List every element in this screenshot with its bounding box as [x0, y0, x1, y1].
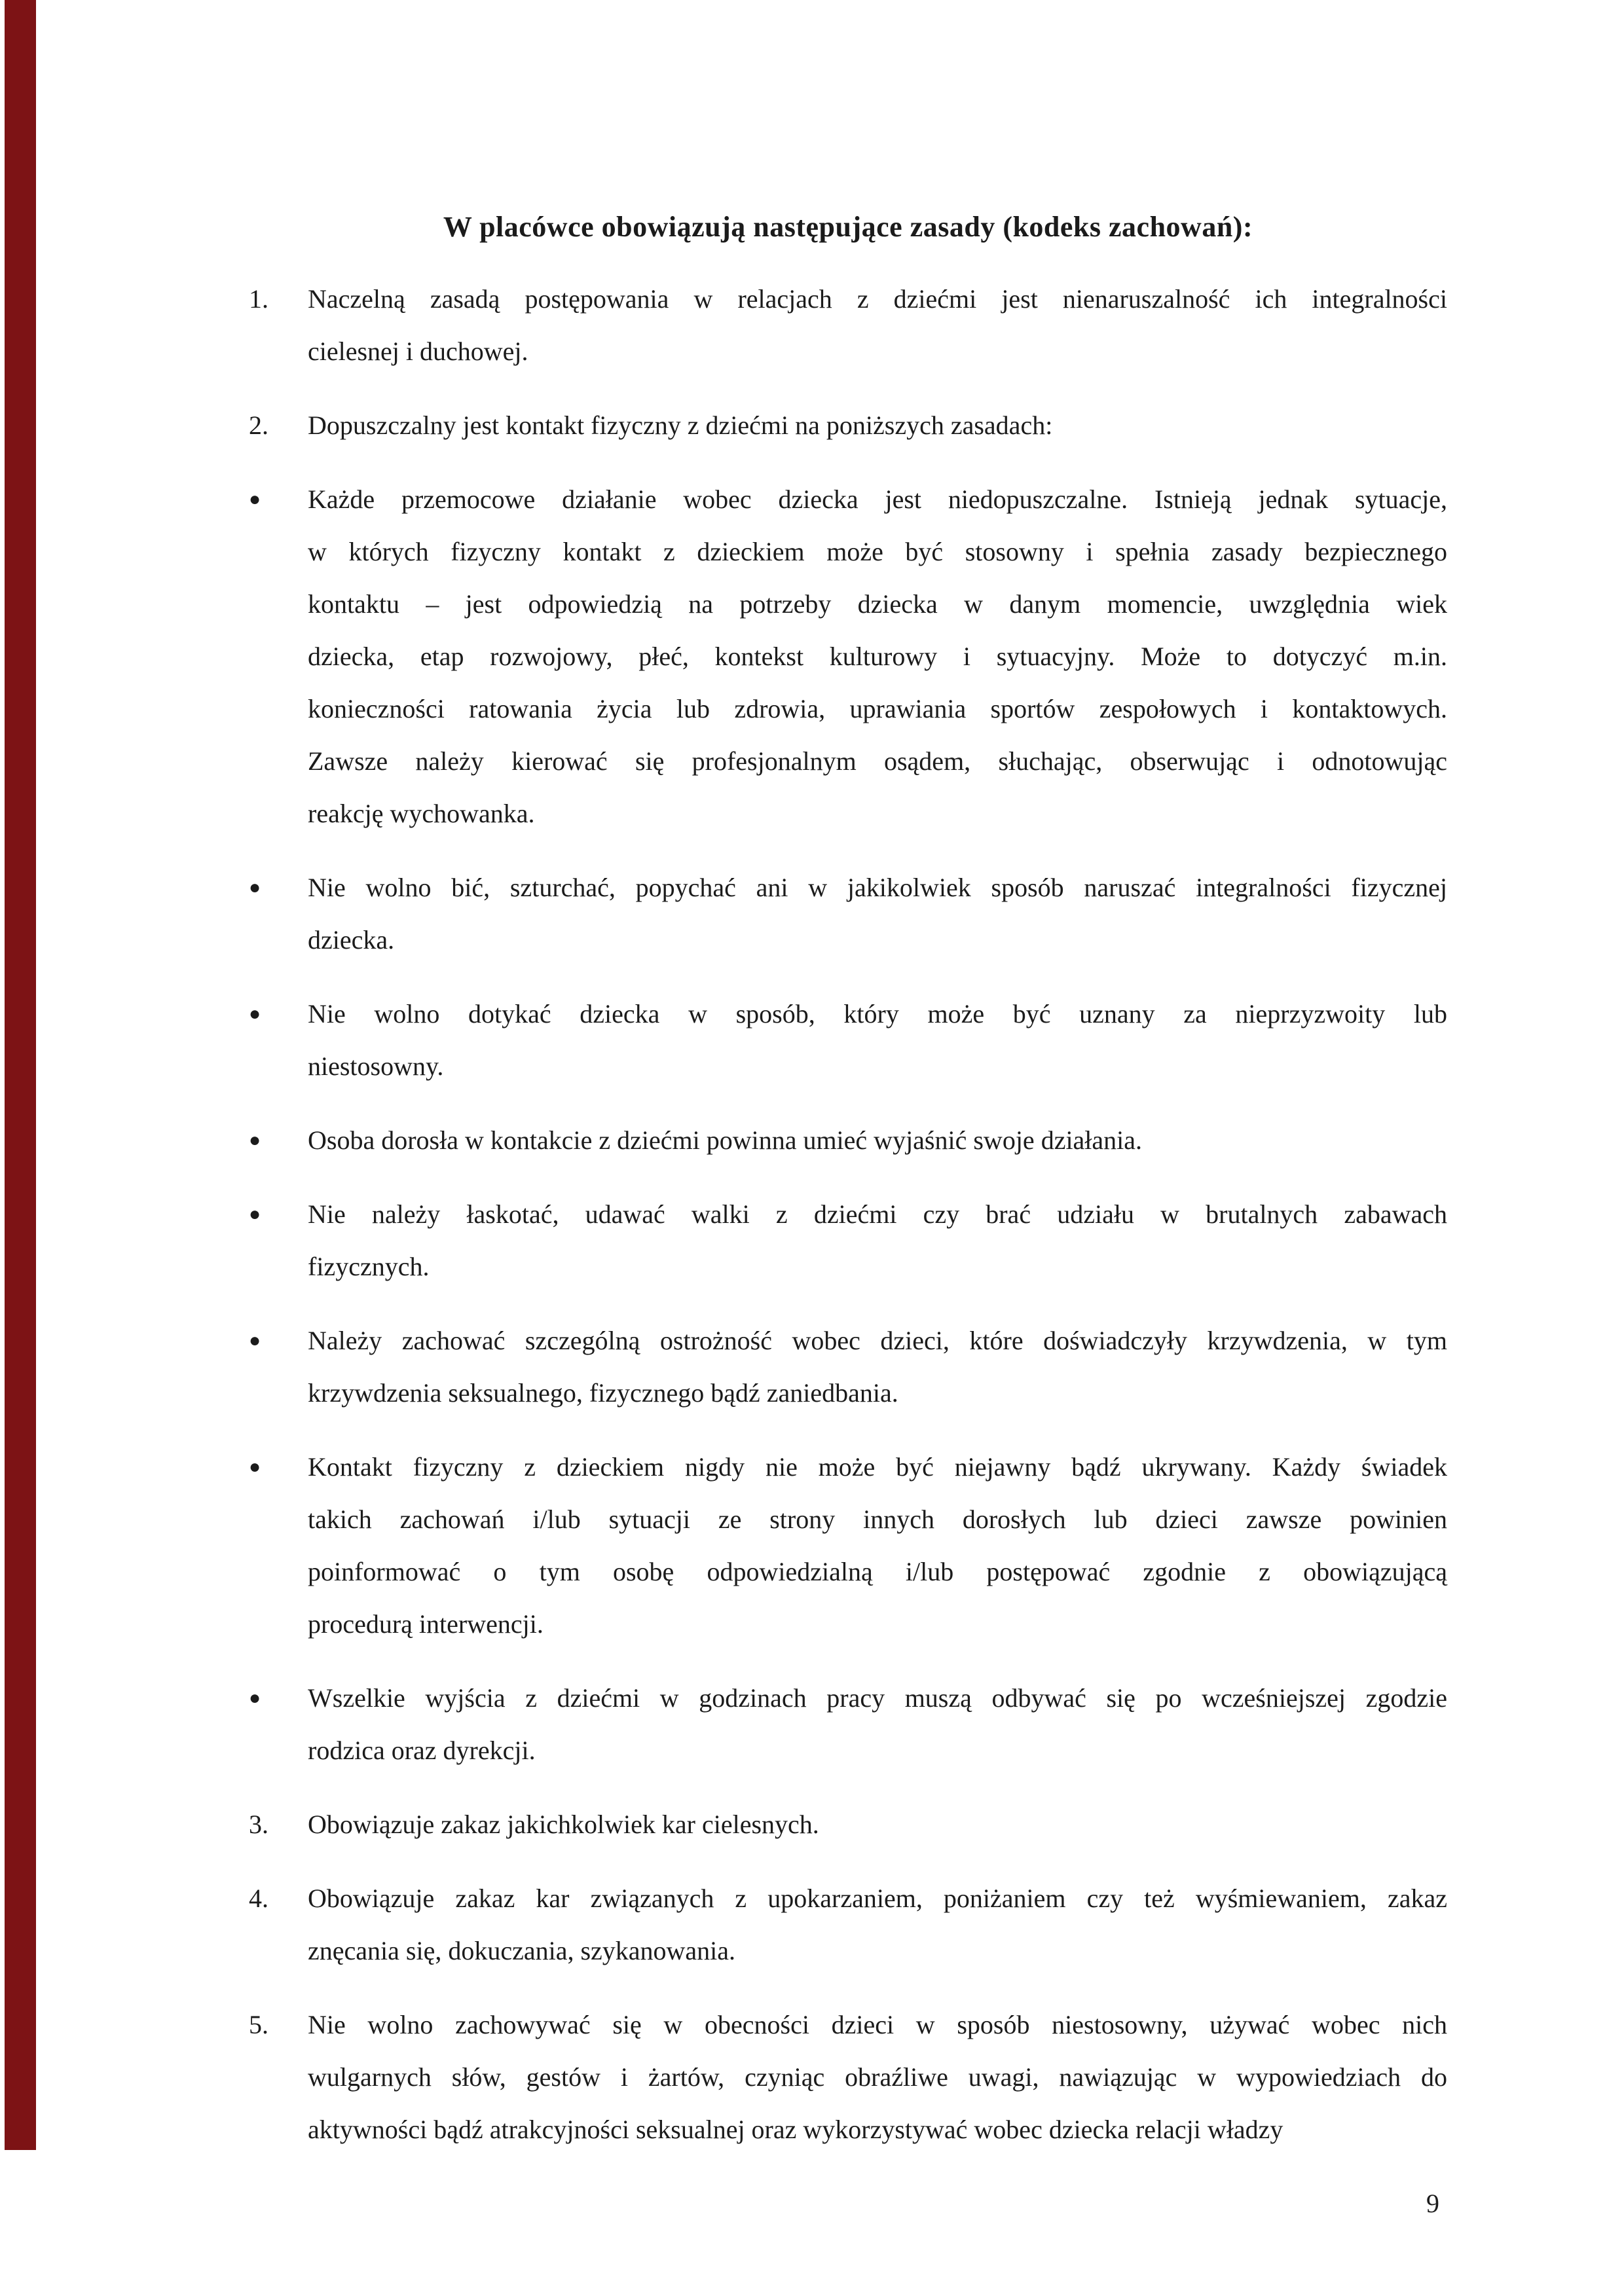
list-item-1 — [249, 273, 1447, 378]
bullet-item-text — [308, 1672, 1447, 1777]
text-line: dziecka. — [308, 925, 395, 955]
list-item-text — [308, 399, 1447, 452]
list-item-2 — [249, 399, 1447, 452]
bullet-icon: ● — [249, 877, 261, 898]
bullet-item-text — [308, 862, 1447, 966]
text-line: Osoba dorosła w kontakcie z dziećmi powinna umieć wyjaśnić swoje działania. — [308, 1125, 1143, 1155]
list-item-text — [308, 1999, 1447, 2156]
bullet-icon: ● — [249, 1330, 261, 1351]
bullet-item — [249, 988, 1447, 1093]
bullet-item-text — [308, 1188, 1447, 1293]
text-line: Dopuszczalny jest kontakt fizyczny z dziećmi na poniższych zasadach: — [308, 410, 1053, 440]
item-number: 5. — [249, 2010, 268, 2039]
list-item-text — [308, 273, 1447, 378]
text-line: Wszelkie wyjścia z dziećmi w godzinach pracy muszą odbywać się po wcześniejszej zgodzie — [308, 1683, 1447, 1713]
bullet-icon: ● — [249, 1129, 261, 1151]
text-line: niestosowny. — [308, 1051, 444, 1081]
text-line: Nie należy łaskotać, udawać walki z dziećmi czy brać udziału w brutalnych zabawach — [308, 1199, 1447, 1229]
text-line: Każde przemocowe działanie wobec dziecka jest niedopuszczalne. Istnieją jednak sytuacje, — [308, 484, 1447, 514]
text-line: takich zachowań i/lub sytuacji ze strony innych dorosłych lub dzieci zawsze powinien — [308, 1504, 1447, 1534]
text-line: rodzica oraz dyrekcji. — [308, 1736, 536, 1765]
text-line: Nie wolno zachowywać się w obecności dzieci w sposób niestosowny, używać wobec nich — [308, 2010, 1447, 2039]
text-line: Nie wolno bić, szturchać, popychać ani w jakikolwiek sposób naruszać integralności fizycznej — [308, 873, 1447, 902]
page-title: W placówce obowiązują następujące zasady (kodeks zachowań): — [443, 211, 1253, 243]
text-line: reakcję wychowanka. — [308, 799, 535, 828]
list-item-3 — [249, 1798, 1447, 1851]
item-number: 2. — [249, 410, 268, 440]
bullet-icon: ● — [249, 1687, 261, 1709]
text-line: wulgarnych słów, gestów i żartów, czyniąc obraźliwe uwagi, nawiązując w wypowiedziach do — [308, 2062, 1447, 2092]
text-line: Zawsze należy kierować się profesjonalnym osądem, słuchając, obserwując i odnotowując — [308, 746, 1447, 776]
text-line: w których fizyczny kontakt z dzieckiem może być stosowny i spełnia zasady bezpiecznego — [308, 537, 1447, 566]
text-line: Nie wolno dotykać dziecka w sposób, który może być uznany za nieprzyzwoity lub — [308, 999, 1447, 1029]
text-line: znęcania się, dokuczania, szykanowania. — [308, 1936, 736, 1965]
bullet-item-text — [308, 988, 1447, 1093]
bullet-icon: ● — [249, 1003, 261, 1025]
list-item-text — [308, 1872, 1447, 1977]
item-number: 4. — [249, 1884, 268, 1913]
bullet-item-text — [308, 1114, 1447, 1167]
text-line: Obowiązuje zakaz kar związanych z upokarzaniem, poniżaniem czy też wyśmiewaniem, zakaz — [308, 1884, 1447, 1913]
list-item-4 — [249, 1872, 1447, 1977]
bullet-item-text — [308, 1441, 1447, 1650]
text-line: aktywności bądź atrakcyjności seksualnej oraz wykorzystywać wobec dziecka relacji władzy — [308, 2115, 1283, 2144]
bullet-icon: ● — [249, 1203, 261, 1225]
text-line: Naczelną zasadą postępowania w relacjach z dziećmi jest nienaruszalność ich integralności — [308, 284, 1447, 314]
bullet-item — [249, 1188, 1447, 1293]
text-line: krzywdzenia seksualnego, fizycznego bądź zaniedbania. — [308, 1378, 898, 1408]
bullet-item-text — [308, 473, 1447, 840]
text-line: poinformować o tym osobę odpowiedzialną i/lub postępować zgodnie z obowiązującą — [308, 1557, 1447, 1586]
list-item-text — [308, 1798, 1447, 1851]
text-line: Kontakt fizyczny z dzieckiem nigdy nie może być niejawny bądź ukrywany. Każdy świadek — [308, 1452, 1447, 1482]
text-line: Należy zachować szczególną ostrożność wobec dzieci, które doświadczyły krzywdzenia, w tym — [308, 1326, 1447, 1355]
item-number: 1. — [249, 284, 268, 314]
text-line: dziecka, etap rozwojowy, płeć, kontekst kulturowy i sytuacyjny. Może to dotyczyć m.in. — [308, 642, 1447, 671]
text-line: kontaktu – jest odpowiedzią na potrzeby dziecka w danym momencie, uwzględnia wiek — [308, 589, 1447, 619]
text-line: konieczności ratowania życia lub zdrowia, uprawiania sportów zespołowych i kontaktowych. — [308, 694, 1447, 723]
bullet-item — [249, 1441, 1447, 1650]
item-number: 3. — [249, 1810, 268, 1839]
bullet-item-text — [308, 1315, 1447, 1419]
text-line: procedurą interwencji. — [308, 1609, 544, 1639]
text-line: Obowiązuje zakaz jakichkolwiek kar cielesnych. — [308, 1810, 819, 1839]
bullet-item — [249, 1114, 1447, 1167]
bullet-item — [249, 862, 1447, 966]
page-number: 9 — [1426, 2189, 1439, 2218]
bullet-icon: ● — [249, 1456, 261, 1478]
text-line: cielesnej i duchowej. — [308, 337, 528, 366]
list-item-5 — [249, 1999, 1447, 2156]
bullet-item — [249, 1315, 1447, 1419]
bullet-icon: ● — [249, 488, 261, 510]
bullet-item — [249, 473, 1447, 840]
text-line: fizycznych. — [308, 1252, 430, 1281]
bullet-item — [249, 1672, 1447, 1777]
